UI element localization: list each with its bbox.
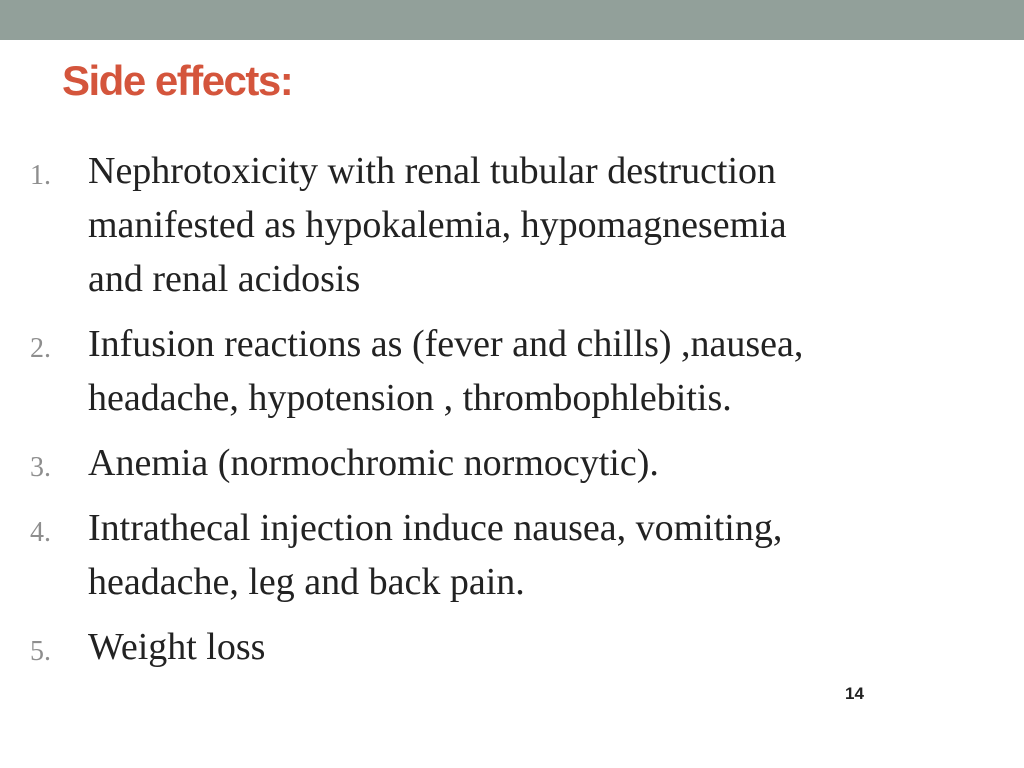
list-item-text: Nephrotoxicity with renal tubular destruction xyxy=(88,150,777,192)
list-item-text: headache, leg and back pain. xyxy=(88,561,525,603)
header-bar xyxy=(0,0,1024,40)
list-item-text: headache, hypotension , thrombophlebitis. xyxy=(88,377,732,419)
list-item-text: manifested as hypokalemia, hypomagnesemia xyxy=(88,204,787,246)
list-item-text: Anemia (normochromic normocytic). xyxy=(88,442,659,484)
list-item xyxy=(30,620,990,674)
list-item-number: 1. xyxy=(30,160,51,191)
list-item-number: 5. xyxy=(30,636,51,667)
list-item-text: Intrathecal injection induce nausea, vomiting, xyxy=(88,507,783,549)
slide-title: Side effects: xyxy=(62,57,293,104)
list-item-text: Infusion reactions as (fever and chills) ,nausea, xyxy=(88,323,804,365)
page-number: 14 xyxy=(845,684,864,703)
list-item-number: 4. xyxy=(30,517,51,548)
list-item-text: Weight loss xyxy=(88,626,266,668)
list-item xyxy=(30,436,990,490)
list-item-text: and renal acidosis xyxy=(88,258,361,300)
list-item xyxy=(30,144,990,306)
list-item xyxy=(30,501,990,609)
list-item-number: 3. xyxy=(30,452,51,483)
list-item xyxy=(30,317,990,425)
numbered-list xyxy=(30,144,990,685)
list-item-number: 2. xyxy=(30,333,51,364)
